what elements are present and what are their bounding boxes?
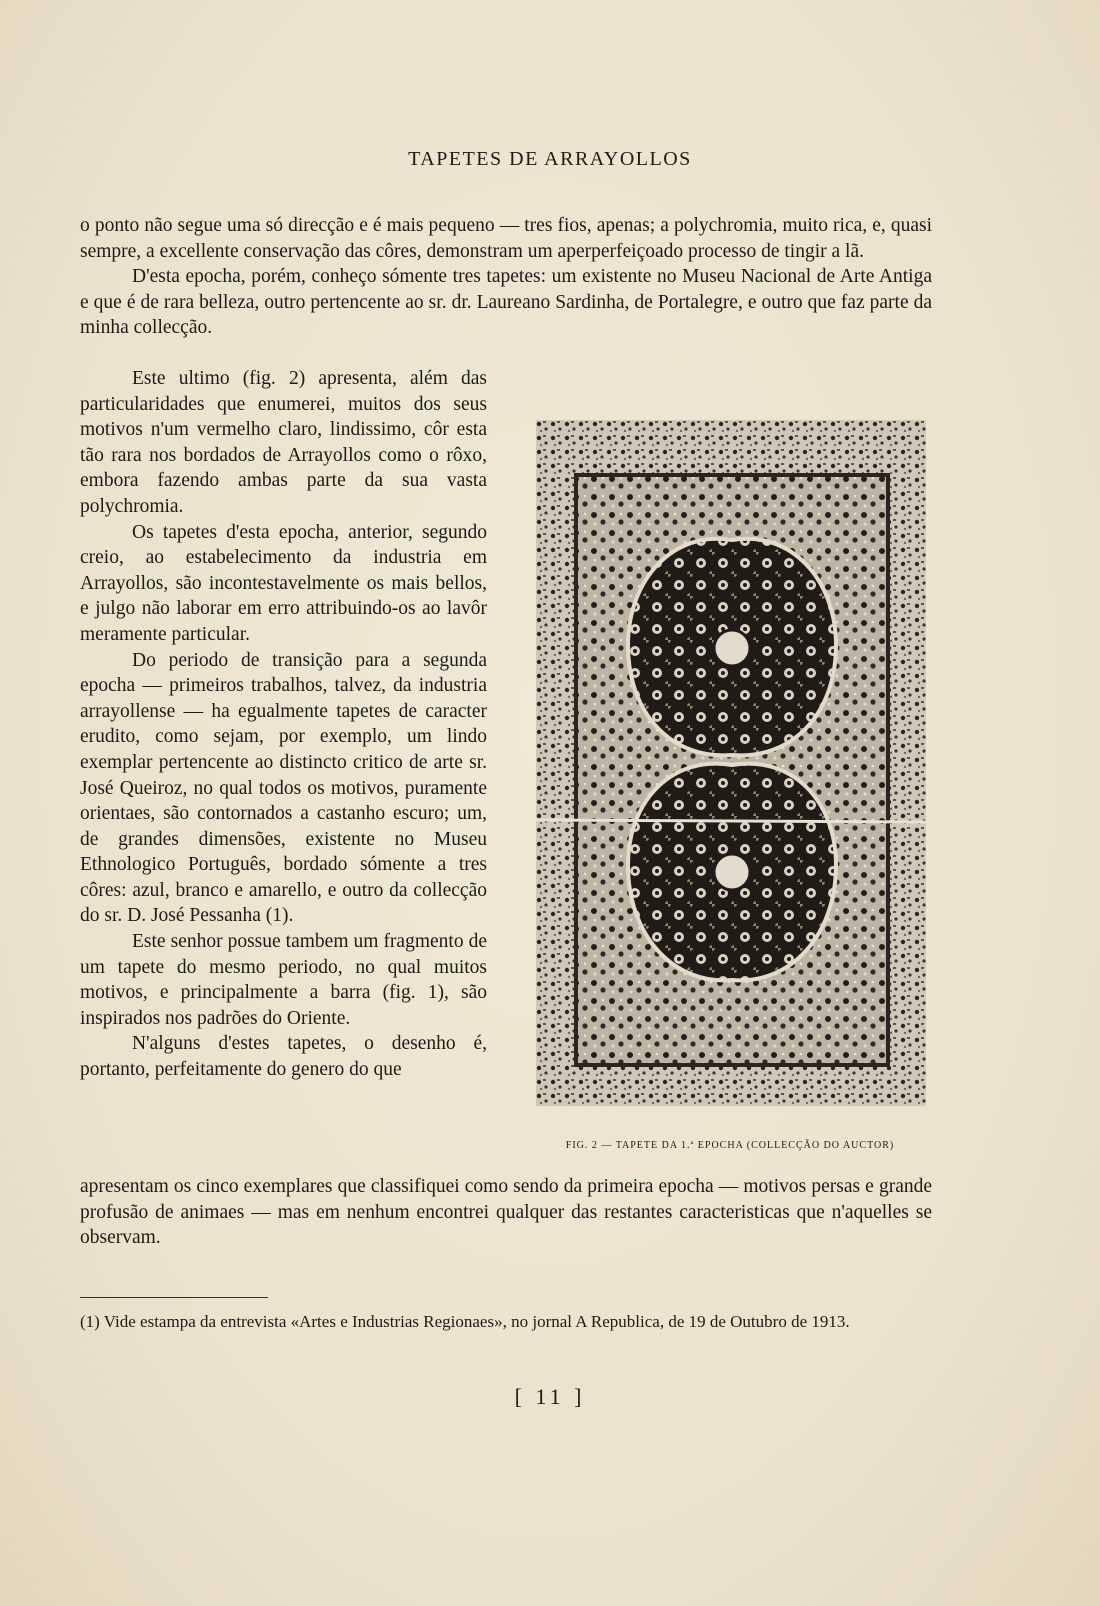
top-text-block: [80, 213, 932, 341]
footnote: (1) Vide estampa da entrevista «Artes e Industrias Regionaes», no jornal A Republica, de 19 de Outubro de 1913.: [80, 1312, 850, 1331]
running-head: TAPETES DE ARRAYOLLOS: [408, 148, 692, 170]
paragraph: apresentam os cinco exemplares que classifiquei como sendo da primeira epocha — motivos persas e grande profusão de animaes — mas em nenhum encontrei qualquer das restantes caracteristicas que n'aquelles se observam.: [80, 1176, 932, 1249]
figure-caption: FIG. 2 — TAPETE DA 1.ª EPOCHA (COLLECÇÃO DO AUCTOR): [565, 1140, 895, 1151]
column-text-block: [80, 366, 487, 1083]
carpet-photograph: [536, 420, 926, 1106]
paragraph: Este ultimo (fig. 2) apresenta, além das particularidades que enumerei, muitos dos seus motivos n'um vermelho claro, lindissimo, côr esta tão rara nos bordados de Arrayollos como o rôxo, embora fazendo ambas parte da sua vasta polychromia.: [80, 368, 487, 517]
page-number: [ 11 ]: [514, 1384, 586, 1409]
paragraph: Este senhor possue tambem um fragmento de um tapete do mesmo periodo, no qual muitos motivos, e principalmente a barra (fig. 1), são inspirados nos padrões do Oriente.: [80, 931, 487, 1029]
footnote-rule: [80, 1297, 268, 1298]
paragraph: o ponto não segue uma só direcção e é mais pequeno — tres fios, apenas; a polychromia, muito rica, e, quasi sempre, a excellente conservação das côres, demonstram um aperperfeiçoado processo de tingir a lã.: [80, 215, 932, 262]
paragraph: N'alguns d'estes tapetes, o desenho é, portanto, perfeitamente do genero do que: [80, 1033, 487, 1081]
paragraph: Os tapetes d'esta epocha, anterior, segundo creio, ao estabelecimento da industria em Arrayollos, são incontestavelmente os mais bellos, e julgo não laborar em erro attribuindo-os ao lavôr meramente particular.: [80, 521, 487, 645]
paragraph: D'esta epocha, porém, conheço sómente tres tapetes: um existente no Museu Nacional de Arte Antiga e que é de rara belleza, outro pertencente ao sr. dr. Laureano Sardinha, de Portalegre, e outro que faz parte da minha collecção.: [80, 266, 932, 339]
bottom-text-block: [80, 1174, 932, 1251]
carpet-image: [536, 420, 926, 1106]
figure-2: [530, 420, 930, 1120]
paragraph: Do periodo de transição para a segunda epocha — primeiros trabalhos, talvez, da industria arrayollense — ha egualmente tapetes de caracter erudito, como sejam, por exemplo, um lindo exemplar pertencente ao distincto critico de arte sr. José Queiroz, no qual todos os motivos, puramente orientaes, são contornados a castanho escuro; um, de grandes dimensões, existente no Museu Ethnologico Português, bordado sómente a tres côres: azul, branco e amarello, e outro da collecção do sr. D. José Pessanha (1).: [80, 649, 487, 927]
